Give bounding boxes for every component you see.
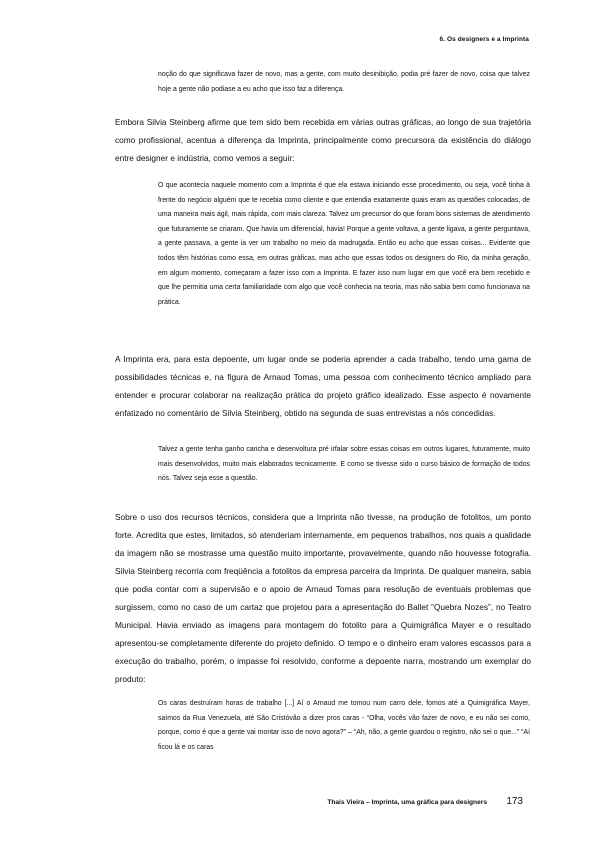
body-paragraph-1: Embora Silvia Steinberg afirme que tem sido bem recebida em várias outras gráficas, ao longo de sua trajetória como profissional, acentua a diferença da Imprinta, principalmente como precursora da existência do diálogo entre designer e indústria, como vemos a seguir:	[115, 117, 531, 163]
block-quote-3: Os caras destruíram horas de trabalho [...] Aí o Arnaud me tomou num carro dele, fomos até a Quimigráfica Mayer, saímos da Rua Venezuela, até São Cristóvão a dizer pros caras - “Olha, vocês vão fazer de novo, e eu não sei como, porque, como é que a gente vai montar isso de novo agora?” – “Ah, não, a gente guardou o registro, não sei o que...” “Aí ficou lá e os caras	[158, 700, 530, 751]
block-quote-2: Talvez a gente tenha ganho cancha e desenvoltura pré irfalar sobre essas coisas em outros lugares, futuramente, muito mais desenvolvidos, muito mais elaborados tecnicamente. E como se tivesse sido o curso básico de formação de todos nós. Talvez seja esse a questão.	[158, 446, 530, 483]
quote-continuation: noção do que significava fazer de novo, mas a gente, com muito desinibição, podia pré fazer de novo, coisa que talvez hoje a gente não podiase a eu acho que isso faz a diferença.	[158, 71, 530, 93]
body-paragraph-2: A Imprinta era, para esta depoente, um lugar onde se poderia aprender a cada trabalho, tendo uma gama de possibilidades técnicas e, na figura de Arnaud Tomas, uma pessoa com conhecimento técnico ampliado para entender e procurar colaborar na realização prática do projeto gráfico idealizado. Esse aspecto é novamente enfatizado no comentário de Silvia Steinberg, obtido na segunda de suas entrevistas a nós concedidas.	[115, 354, 531, 418]
body-paragraph-3: Sobre o uso dos recursos técnicos, considera que a Imprinta não tivesse, na produção de fotolitos, um ponto forte. Acredita que estes, limitados, só atenderiam internamente, em pequenos trabalhos, nos quais a qualidade da imagem não se mostrasse uma questão muito importante, provavelmente, quando não houvesse fotografia. Silvia Steinberg recorria com freqüência a fotolitos da empresa parceira da Imprinta. De qualquer maneira, sabia que podia contar com a supervisão e o apoio de Arnaud Tomas para resolução de eventuais problemas que surgissem, como no caso de um cartaz que projetou para a apresentação do Ballet “Quebra Nozes”, no Teatro Municipal. Havia enviado as imagens para montagem do fotolito para a Quimigráfica Mayer e o resultado apresentou-se completamente diferente do projeto definido. O tempo e o dinheiro eram valores escassos para a execução do trabalho, porém, o impasse foi resolvido, conforme a depoente narra, mostrando um exemplar do produto:	[115, 512, 531, 684]
footer-text: Thais Vieira – Imprinta, uma gráfica para designers	[327, 799, 487, 806]
page-number: 173	[506, 796, 523, 807]
running-head: 6. Os designers e a Imprinta	[439, 36, 529, 43]
block-quote-1: O que acontecia naquele momento com a Imprinta é que ela estava iniciando esse procedimento, ou seja, você tinha à frente do negócio alguém que te recebia como cliente e que entendia exatamente quais eram as questões colocadas, de uma maneira mais ágil, mais rápida, com mais clareza. Talvez um precursor do que foram bons sistemas de atendimento que futuramente se criaram. Que havia um diferencial, havia! Porque a gente voltava, a gente ligava, a gente perguntava, a gente passava, a gente ia ver um trabalho no meio da madrugada. Então eu acho que essas coisas... Evidente que todos têm histórias como essa, em outras gráficas, mas acho que essas todos os designers do Rio, da minha geração, em algum momento, começaram a fazer isso com a Imprinta. E fazer isso num lugar em que você era bem recebido e que lhe permitia uma certa familiaridade com algo que você conhecia na teoria, mas não sabia bem como funcionava na prática.	[158, 182, 530, 306]
